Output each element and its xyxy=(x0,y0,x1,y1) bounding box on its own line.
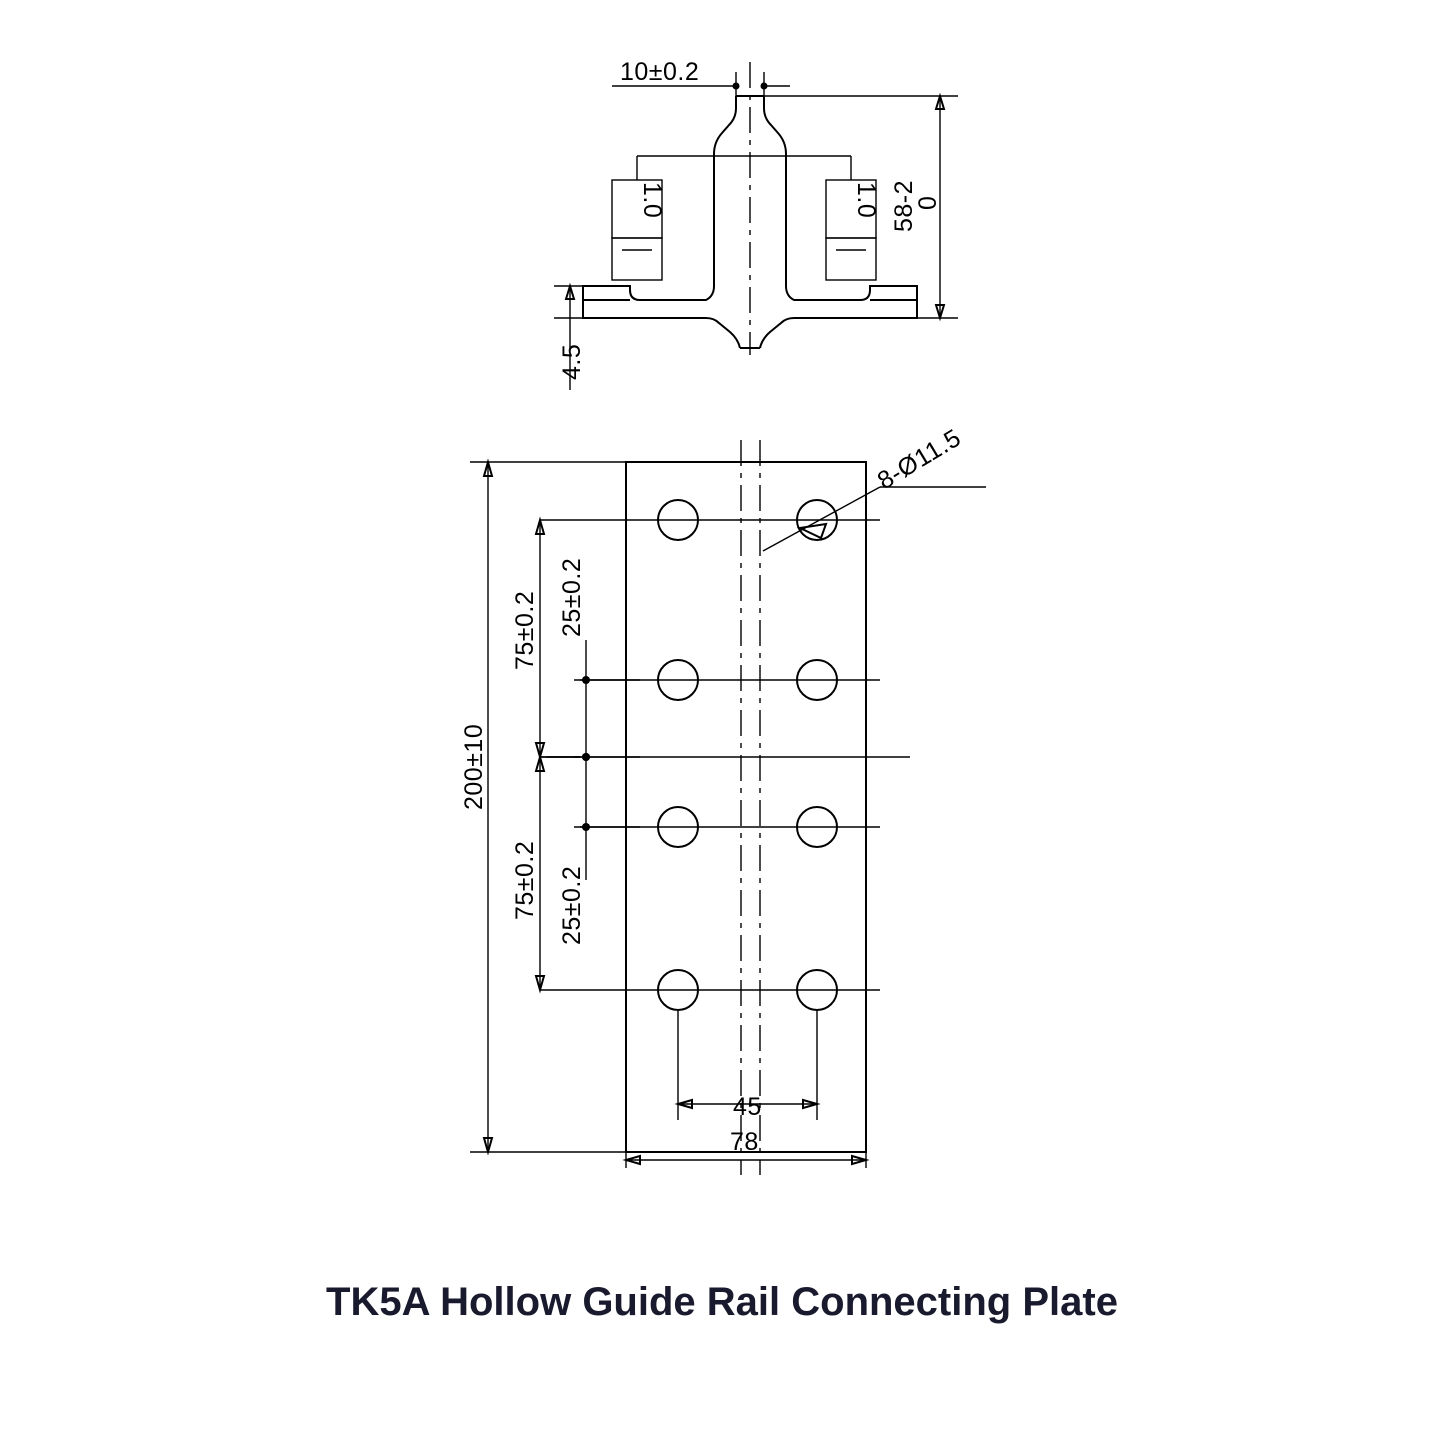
right-step-callout xyxy=(826,180,880,280)
dim-web-thickness: 10±0.2 xyxy=(620,58,700,86)
plate-front-view xyxy=(460,424,986,1175)
dim-tick-web-right xyxy=(761,83,768,90)
dim-hole-spacing-width: 45 xyxy=(733,1093,762,1121)
dim-overall-length: 200±10 xyxy=(460,723,488,810)
dim-pitch-lower-75: 75±0.2 xyxy=(511,840,539,920)
dim-overall-height-tol: 0 xyxy=(914,195,942,210)
page-title: TK5A Hollow Guide Rail Connecting Plate xyxy=(326,1280,1118,1324)
dim-pitch-lower-25: 25±0.2 xyxy=(558,865,586,945)
dim-tick-25-upper-top xyxy=(582,676,590,684)
dim-base-thickness: 4.5 xyxy=(558,343,586,380)
dim-right-step: 1.0 xyxy=(852,182,880,219)
dim-left-step: 1.0 xyxy=(638,182,666,219)
plate-outline xyxy=(626,462,866,1152)
dim-pitch-upper-25: 25±0.2 xyxy=(558,557,586,637)
left-step-callout xyxy=(612,180,666,280)
dim-overall-height: 58-2 xyxy=(890,179,918,232)
hole-group xyxy=(658,500,837,1010)
dim-tick-25-lower-bottom xyxy=(582,753,590,761)
right-callout-box-lower xyxy=(826,238,876,280)
dim-plate-width: 78 xyxy=(730,1128,759,1156)
hole-callout-leader xyxy=(763,487,880,551)
dim-tick-25-lower-top xyxy=(582,823,590,831)
cross-section-view xyxy=(554,58,958,390)
left-callout-box-lower xyxy=(612,238,662,280)
dim-hole-callout: 8-Ø11.5 xyxy=(872,423,966,496)
dim-pitch-upper-75: 75±0.2 xyxy=(511,590,539,670)
dim-tick-web-left xyxy=(733,83,740,90)
